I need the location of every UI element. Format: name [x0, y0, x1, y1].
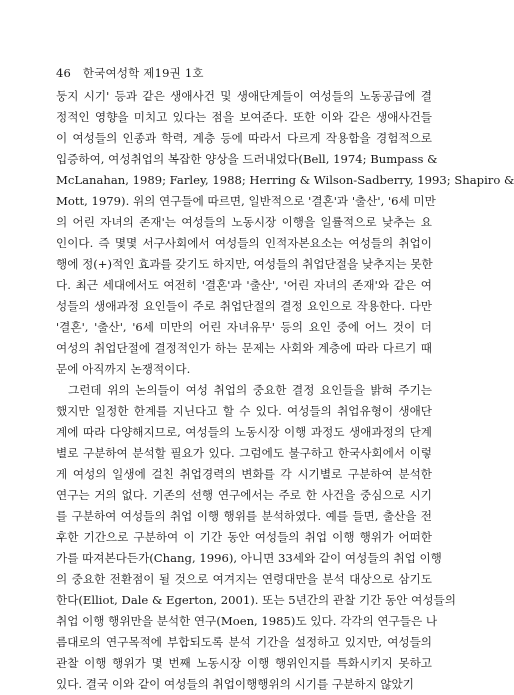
text-line: 정적인 영향을 미치고 있다는 점을 보여준다. 또한 이와 같은 생애사건들 [56, 110, 432, 124]
text-line: 의 어린 자녀의 존재'는 여성들의 노동시장 이행을 일률적으로 낮추는 요 [56, 215, 432, 229]
text-line: 인이다. 즉 몇몇 서구사회에서 여성들의 인적자본요소는 여성들의 취업이 [56, 236, 432, 250]
text-line: Mott, 1979). 위의 연구들에 따르면, 일반적으로 '결혼'과 '출산', '6세 미만 [56, 194, 436, 208]
text-line: 가를 따져본다든가(Chang, 1996), 아니면 33세와 같이 여성들의 취업 이행 [56, 551, 442, 565]
text-line: 입증하여, 여성취업의 복잡한 양상을 드러내었다(Bell, 1974; Bumpass & [56, 152, 438, 166]
running-header [56, 66, 204, 80]
text-line: 후한 기간으로 구분하여 이 기간 동안 여성들의 취업 이행 행위가 어떠한 [56, 530, 432, 544]
text-line: 별로 구분하여 분석할 필요가 있다. 그럼에도 불구하고 한국사회에서 이렇 [56, 446, 432, 460]
text-line: 계에 따라 다양해지므로, 여성들의 노동시장 이행 과정도 생애과정의 단계 [56, 425, 432, 439]
text-line: 의 중요한 전환점이 될 것으로 여겨지는 연령대만을 분석 대상으로 삼기도 [56, 572, 432, 586]
text-line: '결혼', '출산', '6세 미만의 어린 자녀유무' 등의 요인 중에 어느 것이 더 [56, 320, 432, 334]
text-line: 취업 이행 행위만을 분석한 연구(Moen, 1985)도 있다. 각각의 연구들은 나 [56, 614, 438, 628]
text-line: 한다(Elliot, Dale & Egerton, 2001). 또는 5년간의 관찰 기간 동안 여성들의 [56, 593, 456, 607]
text-line: 다. 최근 세대에서도 여전히 '결혼'과 '출산', '어린 자녀의 존재'와 같은 여 [56, 278, 432, 292]
text-line: 름대로의 연구목적에 부합되도록 분석 기간을 설정하고 있지만, 여성들의 [56, 635, 432, 649]
text-line: 성들의 생애과정 요인들이 주로 취업단절의 결정 요인으로 작용한다. 다만 [56, 299, 432, 313]
paragraph [56, 86, 514, 380]
text-line: 게 여성의 일생에 걸친 취업경력의 변화를 각 시기별로 구분하여 분석한 [56, 467, 432, 481]
text-line: McLanahan, 1989; Farley, 1988; Herring & Wilson-Sadberry, 1993; Shapiro & [56, 173, 514, 187]
text-line: 그런데 위의 논의들이 여성 취업의 중요한 결정 요인들을 밝혀 주기는 [68, 383, 432, 397]
text-line: 이 여성들의 인종과 학력, 계층 등에 따라서 다르게 작용함을 경험적으로 [56, 131, 432, 145]
text-line: 여성의 취업단절에 결정적인가 하는 문제는 사회와 계층에 따라 다르기 때 [56, 341, 432, 355]
text-line: 했지만 일정한 한계를 지닌다고 할 수 있다. 여성들의 취업유형이 생애단 [56, 404, 432, 418]
text-line: 를 구분하여 여성들의 취업 이행 행위를 분석하였다. 예를 들면, 출산을 전 [56, 509, 432, 523]
text-line: 있다. 결국 이와 같이 여성들의 취업이행행위의 시기를 구분하지 않았기 [56, 677, 414, 691]
body-text [56, 86, 514, 695]
journal-title: 한국여성학 제19권 1호 [82, 66, 204, 80]
paragraph [56, 380, 456, 695]
text-line: 관찰 이행 행위가 몇 번째 노동시장 이행 행위인지를 특화시키지 못하고 [56, 656, 432, 670]
text-line: 둥지 시기' 등과 같은 생애사건 및 생애단계들이 여성들의 노동공급에 결 [56, 89, 432, 103]
page-number: 46 [56, 66, 72, 80]
text-line: 문에 아직까지 논쟁적이다. [56, 362, 191, 376]
text-line: 행에 정(+)적인 효과를 갖기도 하지만, 여성들의 취업단절을 낮추지는 못한 [56, 257, 433, 271]
text-line: 연구는 거의 없다. 기존의 선행 연구에서는 주로 한 사건을 중심으로 시기 [56, 488, 432, 502]
